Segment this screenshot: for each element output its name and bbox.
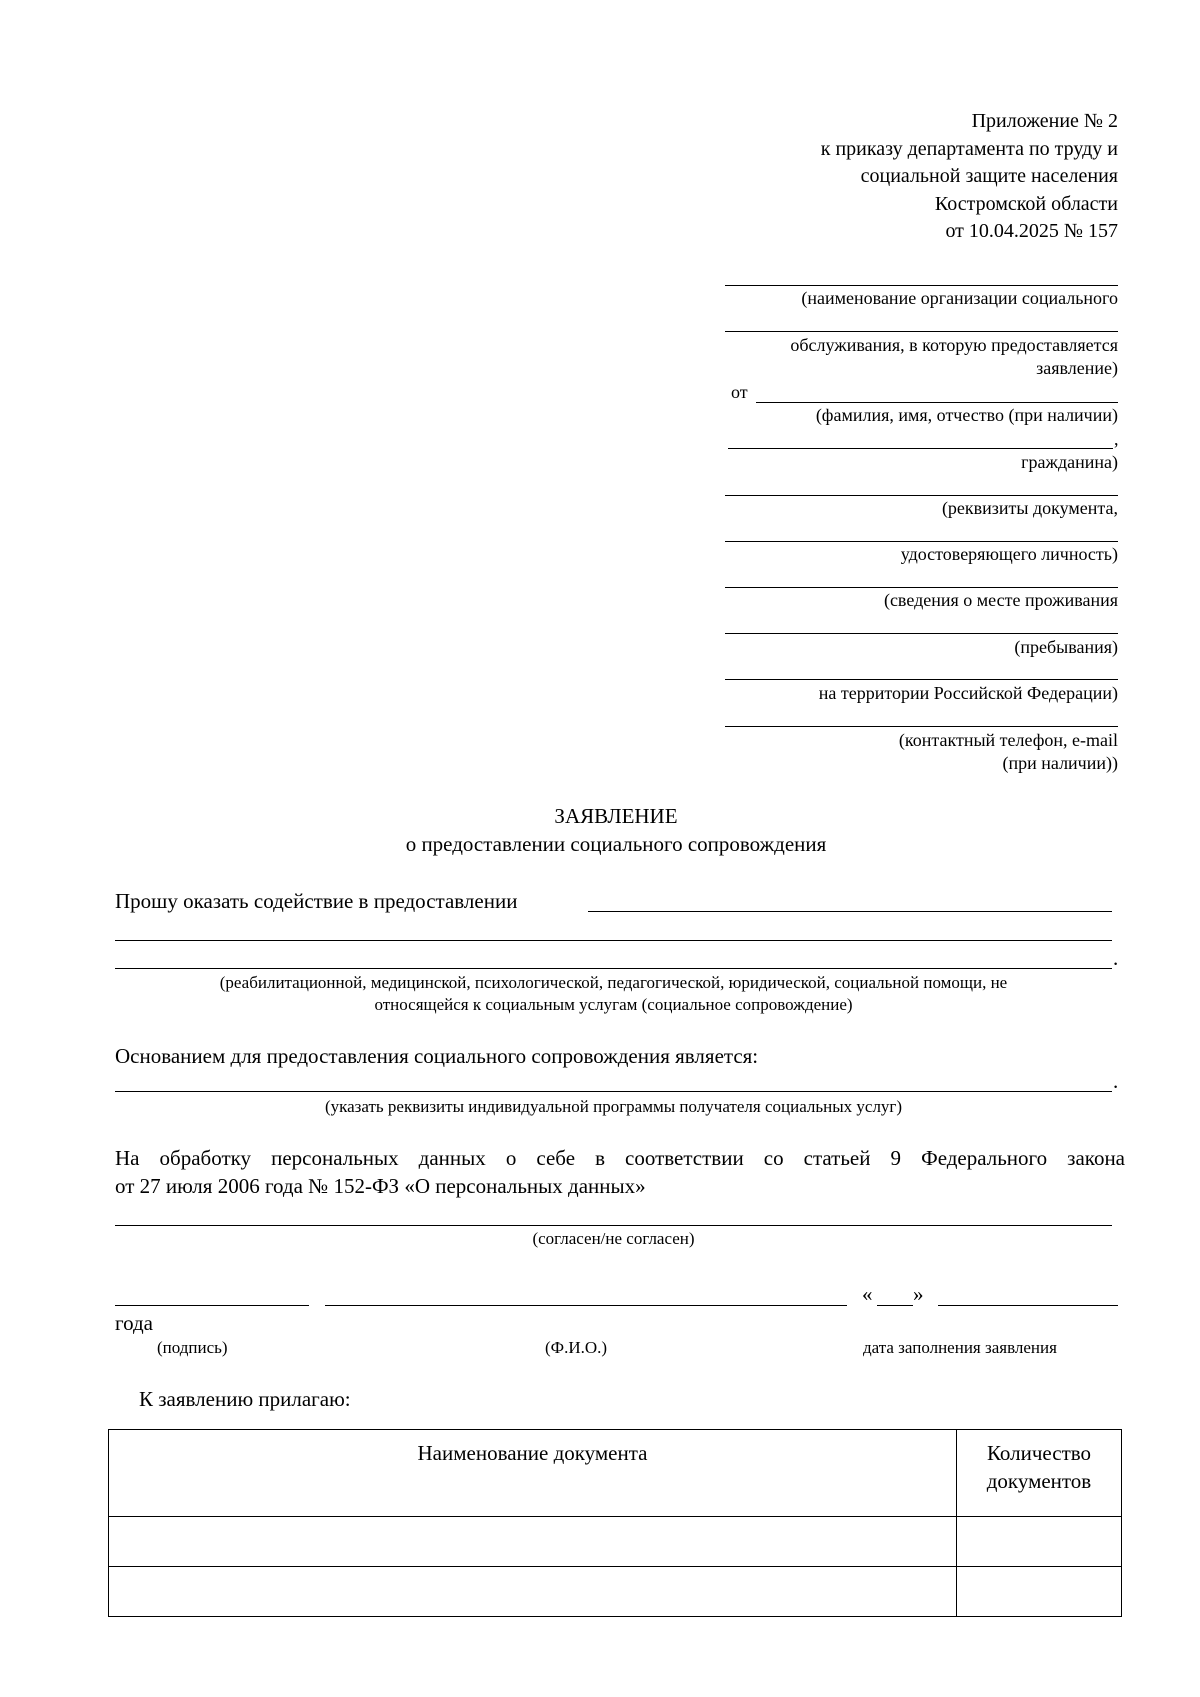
org-caption-3: заявление): [1036, 358, 1118, 378]
signature-caption: (подпись): [157, 1338, 228, 1357]
id-doc-caption-1: (реквизиты документа,: [941, 498, 1118, 518]
day-field-line[interactable]: [877, 1305, 913, 1306]
residence-line-1[interactable]: [725, 587, 1118, 588]
header-line-appendix: Приложение № 2: [971, 110, 1118, 132]
basis-period: .: [1113, 1069, 1119, 1093]
table-header-row: [109, 1430, 1122, 1517]
contact-line[interactable]: [725, 726, 1118, 727]
contact-caption-1: (контактный телефон, e-mail: [898, 730, 1118, 750]
id-doc-line-1[interactable]: [725, 495, 1118, 496]
residence-line-2[interactable]: [725, 633, 1118, 634]
consent-line-1: На обработку персональных данных о себе в соответствии со статьей 9 Федерального закона: [115, 1146, 1125, 1170]
org-name-line-2[interactable]: [725, 331, 1118, 332]
fio-signature-line[interactable]: [325, 1305, 847, 1306]
fio-caption-bottom: (Ф.И.О.): [545, 1338, 608, 1357]
header-line-department: социальной защите населения: [860, 165, 1118, 187]
residence-line-3[interactable]: [725, 679, 1118, 680]
table-row: [109, 1517, 1122, 1567]
citizen-caption: гражданина): [1021, 452, 1118, 472]
org-name-line-1[interactable]: [725, 285, 1118, 286]
basis-field-line[interactable]: [115, 1091, 1112, 1092]
request-period: .: [1113, 946, 1119, 970]
header-line-order: к приказу департамента по труду и: [820, 137, 1118, 160]
attachments-table: [108, 1429, 1122, 1617]
signature-line[interactable]: [115, 1305, 309, 1306]
request-caption-2: относящейся к социальным услугам (социальное сопровождение): [374, 995, 853, 1014]
request-text: Прошу оказать содействие в предоставлении: [115, 889, 518, 913]
basis-caption: (указать реквизиты индивидуальной программы получателя социальных услуг): [324, 1097, 903, 1116]
contact-caption-2: (при наличии)): [1002, 753, 1118, 773]
quote-close: »: [913, 1282, 924, 1306]
request-caption-1: (реабилитационной, медицинской, психологической, педагогической, юридической, социальной помощи, не: [219, 973, 1008, 992]
fio-line-1[interactable]: [756, 402, 1118, 403]
table-cell-document-name[interactable]: [109, 1567, 957, 1617]
column-header-document-count: Количество документов: [957, 1430, 1122, 1517]
document-title: ЗАЯВЛЕНИЕ: [554, 804, 678, 828]
fio-caption: (фамилия, имя, отчество (при наличии): [815, 405, 1118, 425]
basis-text: Основанием для предоставления социального сопровождения является:: [115, 1044, 759, 1068]
residence-caption-3: на территории Российской Федерации): [818, 683, 1118, 703]
id-doc-caption-2: удостоверяющего личность): [900, 544, 1118, 564]
quote-open: «: [862, 1282, 873, 1306]
request-field-line-3[interactable]: [115, 968, 1112, 969]
fio-comma: ,: [1114, 429, 1119, 449]
attachments-label: К заявлению прилагаю:: [139, 1387, 351, 1411]
residence-caption-2: (пребывания): [1014, 637, 1118, 657]
month-year-field-line[interactable]: [938, 1305, 1118, 1306]
fio-line-2[interactable]: [728, 448, 1113, 449]
org-caption-2: обслуживания, в которую предоставляется: [790, 335, 1118, 355]
org-caption-1: (наименование организации социального: [801, 288, 1118, 308]
consent-field-line[interactable]: [115, 1225, 1112, 1226]
table-cell-document-count[interactable]: [957, 1517, 1122, 1567]
consent-caption: (согласен/не согласен): [532, 1229, 695, 1248]
id-doc-line-2[interactable]: [725, 541, 1118, 542]
column-header-document-name: Наименование документа: [109, 1430, 957, 1517]
document-subtitle: о предоставлении социального сопровождения: [405, 832, 827, 856]
table-cell-document-name[interactable]: [109, 1517, 957, 1567]
header-line-date: от 10.04.2025 № 157: [945, 220, 1118, 242]
consent-line-2: от 27 июля 2006 года № 152-ФЗ «О персональных данных»: [115, 1174, 646, 1198]
header-block: [698, 108, 1118, 246]
from-label: от: [731, 382, 748, 402]
header-line-region: Костромской области: [934, 192, 1118, 215]
request-field-line-2[interactable]: [115, 940, 1112, 941]
table-cell-document-count[interactable]: [957, 1567, 1122, 1617]
date-caption: дата заполнения заявления: [863, 1338, 1057, 1357]
table-row: [109, 1567, 1122, 1617]
residence-caption-1: (сведения о месте проживания: [883, 590, 1118, 610]
year-word: года: [115, 1311, 153, 1335]
request-field-line-1[interactable]: [588, 911, 1112, 912]
